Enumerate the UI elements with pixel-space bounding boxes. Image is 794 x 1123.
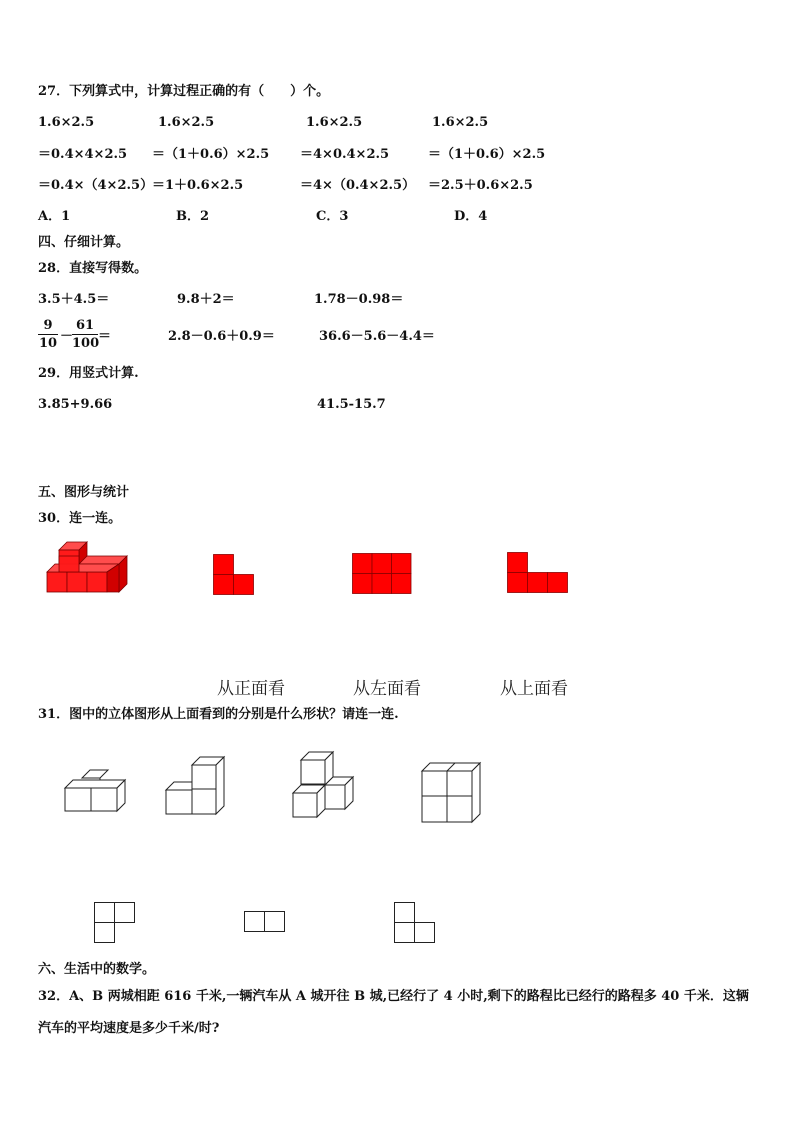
q27-col3-line1: 1.6×2.5 xyxy=(306,115,363,130)
section-5-heading: 五、图形与统计 xyxy=(38,485,130,500)
q30-red-solid xyxy=(44,542,126,604)
q28-minus-sign: － xyxy=(60,329,74,344)
q30-stem: 30．连一连。 xyxy=(38,511,122,526)
q29-stem: 29．用竖式计算. xyxy=(38,366,139,381)
q28-item-5: 2.8－0.6＋0.9＝ xyxy=(168,329,275,344)
q31-top-view-1 xyxy=(94,902,136,944)
q27-stem: 27．下列算式中，计算过程正确的有（ ）个。 xyxy=(38,84,330,99)
fraction-1-numerator: 9 xyxy=(38,318,58,335)
view-label-top: 从上面看 xyxy=(500,679,568,699)
q28-item-2: 9.8＋2＝ xyxy=(177,292,235,307)
q27-col1-line1: 1.6×2.5 xyxy=(38,115,95,130)
q27-col3-line2: ＝4×0.4×2.5 xyxy=(300,147,390,162)
q28-item-6: 36.6－5.6－4.4＝ xyxy=(319,329,435,344)
q31-solid-4 xyxy=(421,762,483,824)
q30-view-long-l xyxy=(507,552,569,594)
q27-col1-line2: ＝0.4×4×2.5 xyxy=(38,147,128,162)
q27-col2-line2: ＝（1＋0.6）×2.5 xyxy=(152,147,270,162)
q27-col4-line1: 1.6×2.5 xyxy=(432,115,489,130)
q27-col2-line3: ＝1＋0.6×2.5 xyxy=(152,178,244,193)
q31-solid-3 xyxy=(292,751,356,819)
section-4-heading: 四、仔细计算。 xyxy=(38,235,130,250)
view-label-front: 从正面看 xyxy=(217,679,285,699)
q28-stem: 28．直接写得数。 xyxy=(38,261,148,276)
q27-col2-line1: 1.6×2.5 xyxy=(158,115,215,130)
q30-view-l-shape xyxy=(213,554,255,596)
q32-line-1: 32．A、B 两城相距 616 千米,一辆汽车从 A 城开往 B 城,已经行了 4 小时,剩下的路程比已经行的路程多 40 千米．这辆 xyxy=(38,989,749,1004)
fraction-2-numerator: 61 xyxy=(72,318,98,335)
q28-item-1: 3.5＋4.5＝ xyxy=(38,292,110,307)
q27-option-b[interactable]: B．2 xyxy=(176,209,210,224)
q28-fraction-1 xyxy=(38,318,58,351)
q32-line-2: 汽车的平均速度是多少千米/时? xyxy=(38,1021,220,1036)
q27-option-d[interactable]: D．4 xyxy=(454,209,488,224)
fraction-2-denominator: 100 xyxy=(72,336,100,351)
q28-fraction-2 xyxy=(72,318,98,351)
q27-col3-line3: ＝4×（0.4×2.5） xyxy=(300,178,416,193)
q27-option-a[interactable]: A．1 xyxy=(38,209,71,224)
q31-stem: 31．图中的立体图形从上面看到的分别是什么形状？请连一连. xyxy=(38,707,399,722)
q31-top-view-2 xyxy=(244,911,286,933)
view-label-left: 从左面看 xyxy=(353,679,421,699)
q31-solid-2 xyxy=(165,756,227,816)
q30-view-rectangle xyxy=(352,553,412,595)
fraction-1-denominator: 10 xyxy=(38,336,58,351)
q27-col4-line2: ＝（1＋0.6）×2.5 xyxy=(428,147,546,162)
q31-top-view-3 xyxy=(394,902,436,944)
q27-col4-line3: ＝2.5＋0.6×2.5 xyxy=(428,178,533,193)
q31-solid-1 xyxy=(64,770,126,814)
q28-equals-sign: ＝ xyxy=(98,329,112,344)
q27-option-c[interactable]: C．3 xyxy=(316,209,349,224)
q27-col1-line3: ＝0.4×（4×2.5） xyxy=(38,178,154,193)
q29-item-2: 41.5-15.7 xyxy=(317,397,386,412)
section-6-heading: 六、生活中的数学。 xyxy=(38,962,156,977)
q29-item-1: 3.85+9.66 xyxy=(38,397,113,412)
q28-item-3: 1.78－0.98＝ xyxy=(314,292,404,307)
